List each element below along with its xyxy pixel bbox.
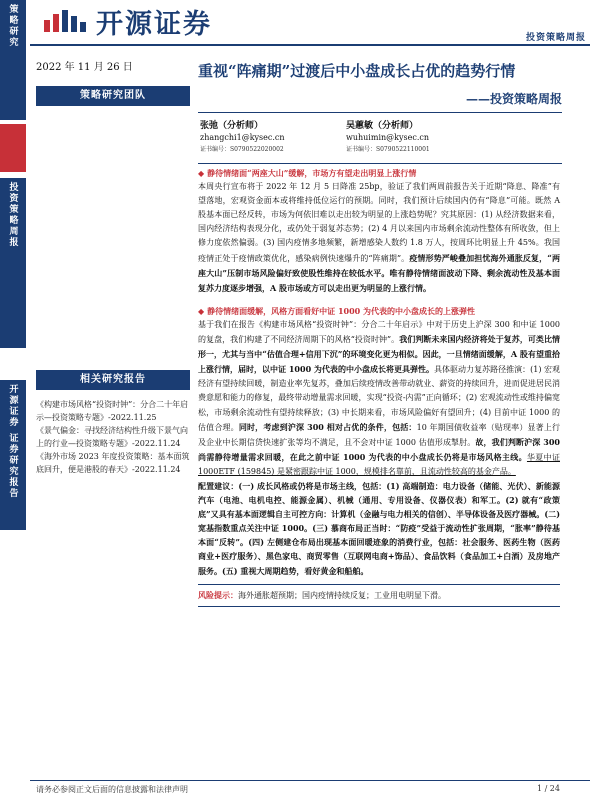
page-subtitle: ——投资策略周报	[465, 92, 562, 106]
header-divider	[30, 44, 590, 46]
section-heading: ◆ 静待情绪面缓解，风格方面看好中证 1000 为代表的中小盘成长的上涨弹性	[198, 304, 560, 318]
paragraph	[198, 318, 560, 479]
fund-link[interactable]: 华夏中证 1000ETF (159845) 是紧密跟踪中证 1000，规模排名靠前，且流动性较高的基金产品。	[198, 452, 560, 476]
related-report-item[interactable]: 《构建市场风格“投资时钟”：分合二十年启示—投资策略专题》-2022.11.25	[36, 400, 189, 422]
paragraph-emphasis: 同时，考虑到沪深 300 相对占优的条件，包括：	[238, 421, 417, 432]
allocation-advice: 配置建议：(一) 成长风格或仍将是市场主线，包括：(1) 高端制造：电力设备（储能、光伏）、新能源汽车（电池、电机电控、能源金属）、机械（通用、专用设备、仪器仪表）和军工。(2) 就有“政策底”又具有基本面逻辑自主可控方向：计算机（金融与电力相关的信创）、半导体设备及医疗器械。(二) 宽基指数重点关注中证 1000。(三) 慕商布局正当时：“防疫”受益于流动性扩张周期，“胀率”静待基本面“反转”。(四) 左侧建仓布局出现基本面回暖迹象的消费行业，包括：社会服务、医药生物（医药商业+医疗服务）、黑色家电、商贸零售（互联网电商+饰品）、食品饮料（食品加工+白酒）及房地产服务。(五) 重视大周期趋势，看好黄金和船舶。	[198, 480, 560, 576]
paragraph-text: 本周央行宣布将于 2022 年 12 月 5 日降准 25bp，验证了我们两周前报告关于近期“降息、降准”有望落地，宏观资金面本或将维持低位运行的预期。同时，我们预计后续国内仍有“降息”可能。既然 A 股基本面已经反转，市场为何依旧难以走出较为明显的上涨趋势呢？究其原因：(1) 从经济数据来看，国内经济结构表现分化，或仍处于弱复苏态势；(2) 4 月以来国内市场剩余流动性整体有所收敛，但上修力度依然偏弱。(3) 国内疫情多地频繁，新增感染人数约 1.8 万人，按周环比明显上升 45%。我国疫情正处于疫情政策优化，感染病例快速爆升的“阵痛期”。	[198, 182, 560, 263]
rail-section-weekly	[0, 178, 26, 348]
section-heading: ◆ 静待情绪面“两座大山”缓解，市场方有望走出明显上涨行情	[198, 166, 560, 180]
analyst-name: 吴蕙敏（分析师）	[346, 121, 419, 131]
report-type: 投资策略周报	[525, 33, 586, 43]
paragraph-emphasis: 故，我们判断沪深 300 尚需静待增量需求回暖，在此之前中证 1000 为代表的中小盘成长仍将是市场风格主线。	[198, 436, 560, 462]
analyst-card	[200, 120, 285, 156]
paragraph	[198, 180, 560, 296]
footer-divider	[30, 780, 590, 781]
paragraph-emphasis: 疫情形势严峻叠加担忧海外通胀反复，“两座大山”压制市场风险偏好致使股性维持在较低水平。唯有静待情绪面波动下降、剩余流动性及基本面复苏力度逐步增强，A 股市场或方可以走出更为明显的上涨行情。	[198, 252, 560, 293]
report-body	[198, 166, 560, 607]
paragraph-text: 基于我们在报告《构建市场风格“投资时钟”：分合二十年启示》中对于历史上沪深 300 和中证 1000 的复盘，我们构建了不同经济周期下的风格“投资时钟”。	[198, 319, 560, 345]
analyst-cert: 证书编号：S0790522110001	[346, 146, 430, 153]
kaiyuan-logo-icon	[42, 8, 88, 34]
paragraph-text: 具体驱动力复苏路径推演：(1) 宏观经济有望持续回暖，制造业率先复苏，叠加后续疫情改善带动就业、薪资的持续回升，进而促进居民消费意愿和能力的修复，最终带动增量需求回暖，实现“投资-内需”正向循环；(2) 宏观流动性或维持偏宽松，市场剩余流动性有望持续释放；(3) 中长期来看，市场风险偏好有望回升；(4) 目前中证 1000 的估值合理。	[198, 365, 560, 432]
risk-warning	[198, 584, 560, 607]
analyst-divider	[198, 163, 562, 164]
related-report-item[interactable]: 《海外市场 2023 年度投资策略：基本面筑底回升，便是港股的春天》-2022.11.24	[36, 452, 190, 474]
report-date: 2022 年 11 月 26 日	[36, 62, 133, 73]
brand-name: 开源证券	[96, 9, 212, 40]
paragraph-text: 10 年期国债收益率（贴现率）显著上行及企业中长期信贷快速扩张等均不满足，且不会对中证 1000 估值形成掣肘。	[198, 422, 560, 447]
title-divider	[198, 112, 562, 113]
page-title: 重视“阵痛期”过渡后中小盘成长占优的趋势行情	[198, 62, 516, 80]
footer-disclaimer: 请务必参阅正文后面的信息披露和法律声明	[36, 785, 188, 794]
rail-section-brand	[0, 380, 26, 530]
rail-section-strategy	[0, 0, 26, 120]
risk-label: 风险提示：	[198, 589, 238, 600]
related-reports-list	[36, 398, 194, 476]
risk-text: 海外通胀超预期；国内疫情持续反复；工业用电明显下滑。	[238, 590, 446, 600]
analyst-card	[346, 120, 430, 156]
rail-label-top: 策略研究	[7, 4, 18, 48]
rail-label-low: 开源证券 证券研究报告	[7, 384, 18, 500]
related-report-item[interactable]: 《景气偏金：寻找经济结构性升级下景气向上的行业—投资策略专题》-2022.11.24	[36, 426, 188, 448]
analyst-name: 张弛（分析师）	[200, 121, 264, 131]
page-number: 1 / 24	[536, 784, 560, 793]
rail-accent	[0, 124, 26, 172]
analyst-email[interactable]: zhangchi1@kysec.cn	[200, 133, 285, 142]
related-reports-tag: 相关研究报告	[36, 370, 190, 390]
rail-label-mid: 投资策略周报	[7, 182, 18, 248]
team-tag: 策略研究团队	[36, 86, 190, 106]
analyst-cert: 证书编号：S0790522020002	[200, 146, 284, 153]
analyst-email[interactable]: wuhuimin@kysec.cn	[346, 133, 430, 142]
paragraph-emphasis: 我们判断未来国内经济将处于复苏，可类比情形一，尤其与当中“估值合理+信用下沉”的环境变化更为相似。因此，一旦情绪面缓解，A 股有望重拾上涨行情，届时，以中证 1000 为代表的中小盘成长将更具弹性。	[198, 334, 560, 375]
